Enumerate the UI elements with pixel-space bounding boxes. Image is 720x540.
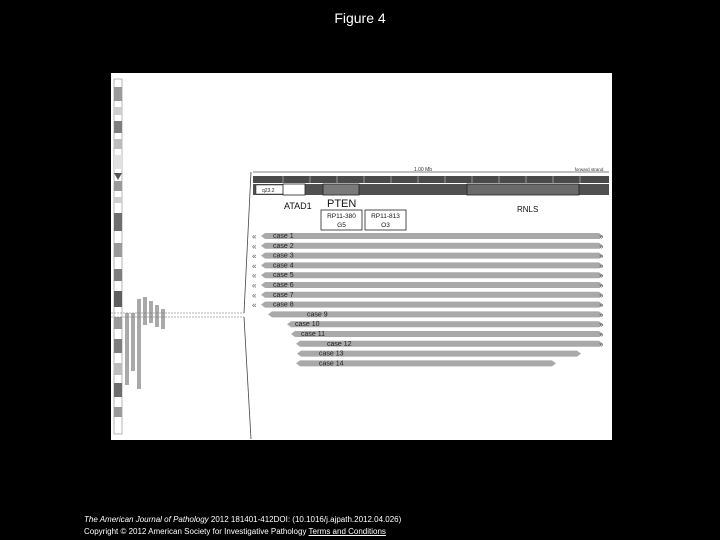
case-label: case 10 — [295, 321, 320, 329]
case-label: case 6 — [273, 282, 294, 289]
case-label: case 14 — [319, 360, 344, 368]
case-bar — [261, 302, 603, 308]
case-deletion-bars — [252, 232, 604, 367]
citation-text: 2012 181401-412DOI: (10.1016/j.ajpath.2012.04.026) — [208, 515, 402, 524]
case-label: case 8 — [273, 301, 294, 309]
case-end-arrow: » — [599, 251, 604, 261]
probe-2-line1: RP11-813 — [371, 213, 400, 220]
scale-label: 1.00 Mb — [413, 167, 433, 173]
case-start-arrow: « — [252, 271, 257, 281]
case-bar — [261, 271, 604, 281]
case-label: case 11 — [301, 331, 325, 338]
case-start-arrow: « — [252, 300, 257, 310]
case-start-arrow: « — [252, 251, 257, 261]
case-end-arrow: » — [599, 271, 604, 281]
journal-name: The American Journal of Pathology — [84, 515, 209, 524]
gene-label-atad1: ATAD1 — [284, 201, 312, 211]
case-start-arrow: « — [252, 241, 257, 251]
terms-link[interactable]: Terms and Conditions — [308, 527, 386, 536]
case-end-arrow: » — [599, 339, 604, 349]
case-end-arrow: » — [599, 241, 604, 251]
probe-2-line2: O3 — [381, 222, 390, 229]
case-label: case 3 — [273, 252, 294, 260]
band-label: q23.2 — [262, 188, 275, 194]
case-bar — [261, 243, 603, 249]
case-bar — [261, 282, 603, 288]
probe-1-line2: G5 — [337, 222, 346, 229]
case-end-arrow: » — [599, 232, 604, 241]
zoom-connector — [111, 172, 251, 439]
case-end-arrow: » — [599, 320, 604, 330]
case-start-arrow: « — [252, 281, 257, 290]
figure-title: Figure 4 — [334, 10, 386, 26]
case-bar — [261, 261, 604, 271]
case-label: case 4 — [273, 262, 294, 270]
position-track — [253, 176, 609, 183]
chromosome-ideogram — [114, 79, 122, 434]
gene-label-rnls: RNLS — [517, 205, 539, 214]
figure-panel — [111, 73, 612, 440]
case-bar — [291, 331, 603, 337]
gene-box-rnls — [467, 184, 579, 195]
copyright-text: Copyright © 2012 American Society for Investigative Pathology — [84, 527, 309, 536]
genomic-deletion-map — [111, 73, 612, 440]
probe-1-line1: RP11-380 — [327, 213, 356, 220]
case-label: case 13 — [319, 350, 344, 358]
case-label: case 1 — [273, 233, 294, 240]
case-bar — [261, 253, 603, 259]
probe-boxes — [321, 210, 406, 230]
case-start-arrow: « — [252, 261, 257, 271]
case-end-arrow: » — [599, 330, 604, 339]
case-end-arrow: » — [599, 310, 604, 320]
case-label: case 5 — [273, 272, 294, 280]
case-start-arrow: « — [252, 232, 257, 241]
figure-caption — [84, 514, 401, 538]
case-label: case 2 — [273, 242, 294, 250]
case-label: case 12 — [327, 340, 352, 348]
gene-box-pten — [323, 184, 359, 195]
case-end-arrow: » — [599, 290, 604, 300]
case-bar — [261, 233, 603, 239]
gene-box-atad1 — [283, 184, 305, 195]
case-end-arrow: » — [599, 281, 604, 290]
case-label: case 9 — [307, 311, 328, 319]
gene-label-pten: PTEN — [327, 198, 357, 210]
case-start-arrow: « — [252, 290, 257, 300]
case-bar — [287, 320, 604, 330]
case-label: case 7 — [273, 291, 294, 299]
strand-label: forward strand — [574, 167, 604, 172]
case-end-arrow: » — [599, 300, 604, 310]
case-end-arrow: » — [599, 261, 604, 271]
ideogram-deletion-bars — [125, 297, 165, 389]
case-bar — [261, 292, 603, 298]
